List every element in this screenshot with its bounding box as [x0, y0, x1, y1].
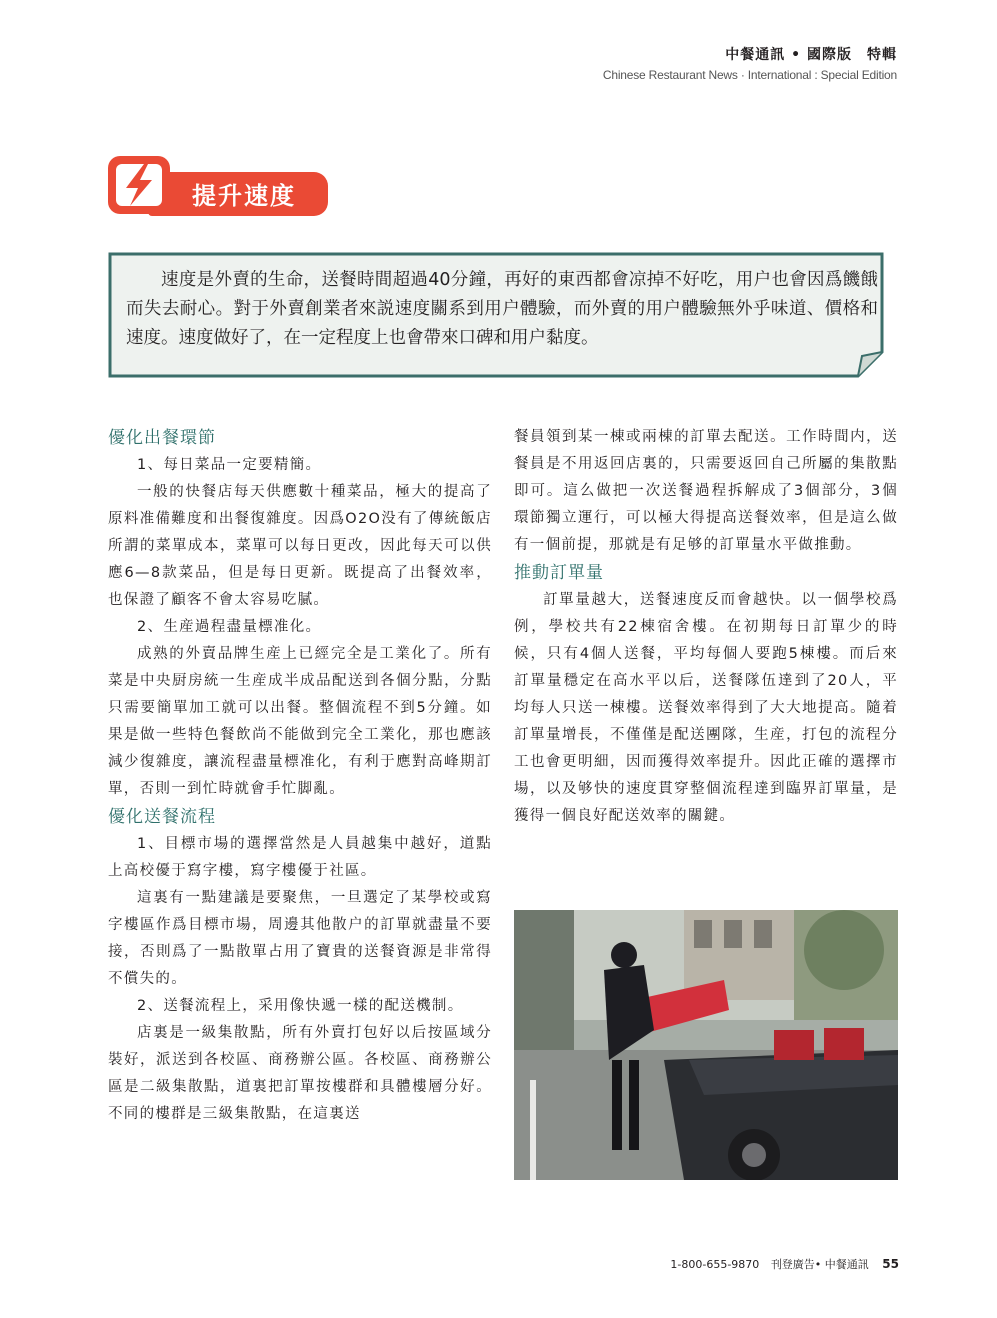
paragraph: 成熟的外賣品牌生産上已經完全是工業化了。所有菜是中央厨房統一生産成半成品配送到各個分點，分點只需要簡單加工就可以出餐。整個流程不到5分鐘。如果是做一些特色餐飲尚不能做到完全工業化，那也應該減少復雜度，讓流程盡量標准化，有利于應對高峰期訂單，否則一到忙時就會手忙脚亂。 [108, 646, 492, 797]
lightning-icon [118, 162, 160, 208]
intro-box [108, 252, 884, 378]
paragraph: 2、送餐流程上，采用像快遞一樣的配送機制。 [137, 998, 464, 1014]
section-badge [108, 156, 330, 218]
left-column [108, 424, 492, 1128]
paragraph: 訂單量越大，送餐速度反而會越快。以一個學校爲例，學校共有22棟宿舍樓。在初期每日訂單少的時候，只有4個人送餐，平均每個人要跑5棟樓。而后來訂單量穩定在高水平以后，送餐隊伍達到了20人，平均每人只送一棟樓。送餐效率得到了大大地提高。隨着訂單量增長，不僅僅是配送團隊，生産，打包的流程分工也會更明細，因而獲得效率提升。因此正確的選擇市場，以及够快的速度貫穿整個流程達到臨界訂單量，是獲得一個良好配送效率的關鍵。 [514, 592, 898, 824]
paragraph: 一般的快餐店每天供應數十種菜品，極大的提高了原料准備難度和出餐復雜度。因爲O2O没有了傳統飯店所謂的菜單成本，菜單可以每日更改，因此每天可以供應6—8款菜品，但是每日更新。既提高了出餐效率，也保證了顧客不會太容易吃膩。 [108, 484, 492, 608]
paragraph: 2、生産過程盡量標准化。 [137, 619, 322, 635]
footer-phone: 1-800-655-9870 [670, 1258, 760, 1271]
photo-delivery-car [514, 910, 898, 1180]
right-column [514, 424, 898, 830]
section-title: 提升速度 [192, 182, 296, 210]
heading-delivery: 優化送餐流程 [108, 807, 216, 827]
running-header [603, 44, 897, 82]
magazine-subtitle: Chinese Restaurant News · International : Special Edition [602, 68, 897, 82]
page-number: 55 [882, 1257, 899, 1271]
heading-kitchen: 優化出餐環節 [108, 428, 216, 448]
intro-paragraph: 速度是外賣的生命，送餐時間超過40分鐘，再好的東西都會凉掉不好吃，用户也會因爲饑餓而失去耐心。對于外賣創業者來説速度關系到用户體驗，而外賣的用户體驗無外乎味道、價格和速度。速度做好了，在一定程度上也會帶來口碑和用户黏度。 [126, 270, 878, 348]
paragraph: 1、每日菜品一定要精簡。 [137, 457, 322, 473]
page-footer [670, 1256, 899, 1272]
paragraph: 餐員領到某一棟或兩棟的訂單去配送。工作時間内，送餐員是不用返回店裏的，只需要返回自己所屬的集散點即可。這么做把一次送餐過程拆解成了3個部分，3個環節獨立運行，可以極大得提高送餐效率，但是這么做有一個前提，那就是有足够的訂單量水平做推動。 [514, 429, 898, 553]
paragraph: 1、目標市場的選擇當然是人員越集中越好，道點上高校優于寫字樓，寫字樓優于社區。 [108, 836, 492, 879]
intro-text [126, 266, 878, 353]
magazine-title: 中餐通訊 • 國際版 特輯 [725, 47, 897, 63]
delivery-photo-illustration [514, 910, 898, 1180]
paragraph: 這裏有一點建議是要聚焦，一旦選定了某學校或寫字樓區作爲目標市場，周邊其他散户的訂單就盡量不要接，否則爲了一點散單占用了寶貴的送餐資源是非常得不償失的。 [108, 890, 492, 987]
lightning-icon-box [108, 156, 170, 214]
heading-orders: 推動訂單量 [514, 563, 604, 583]
paragraph: 店裏是一級集散點，所有外賣打包好以后按區域分裝好，派送到各校區、商務辦公區。各校區、商務辦公區是二級集散點，道裏把訂單按樓群和具體樓層分好。不同的樓群是三級集散點，在這裏送 [108, 1025, 492, 1122]
footer-publication: 刊登廣告• 中餐通訊 [770, 1258, 869, 1271]
